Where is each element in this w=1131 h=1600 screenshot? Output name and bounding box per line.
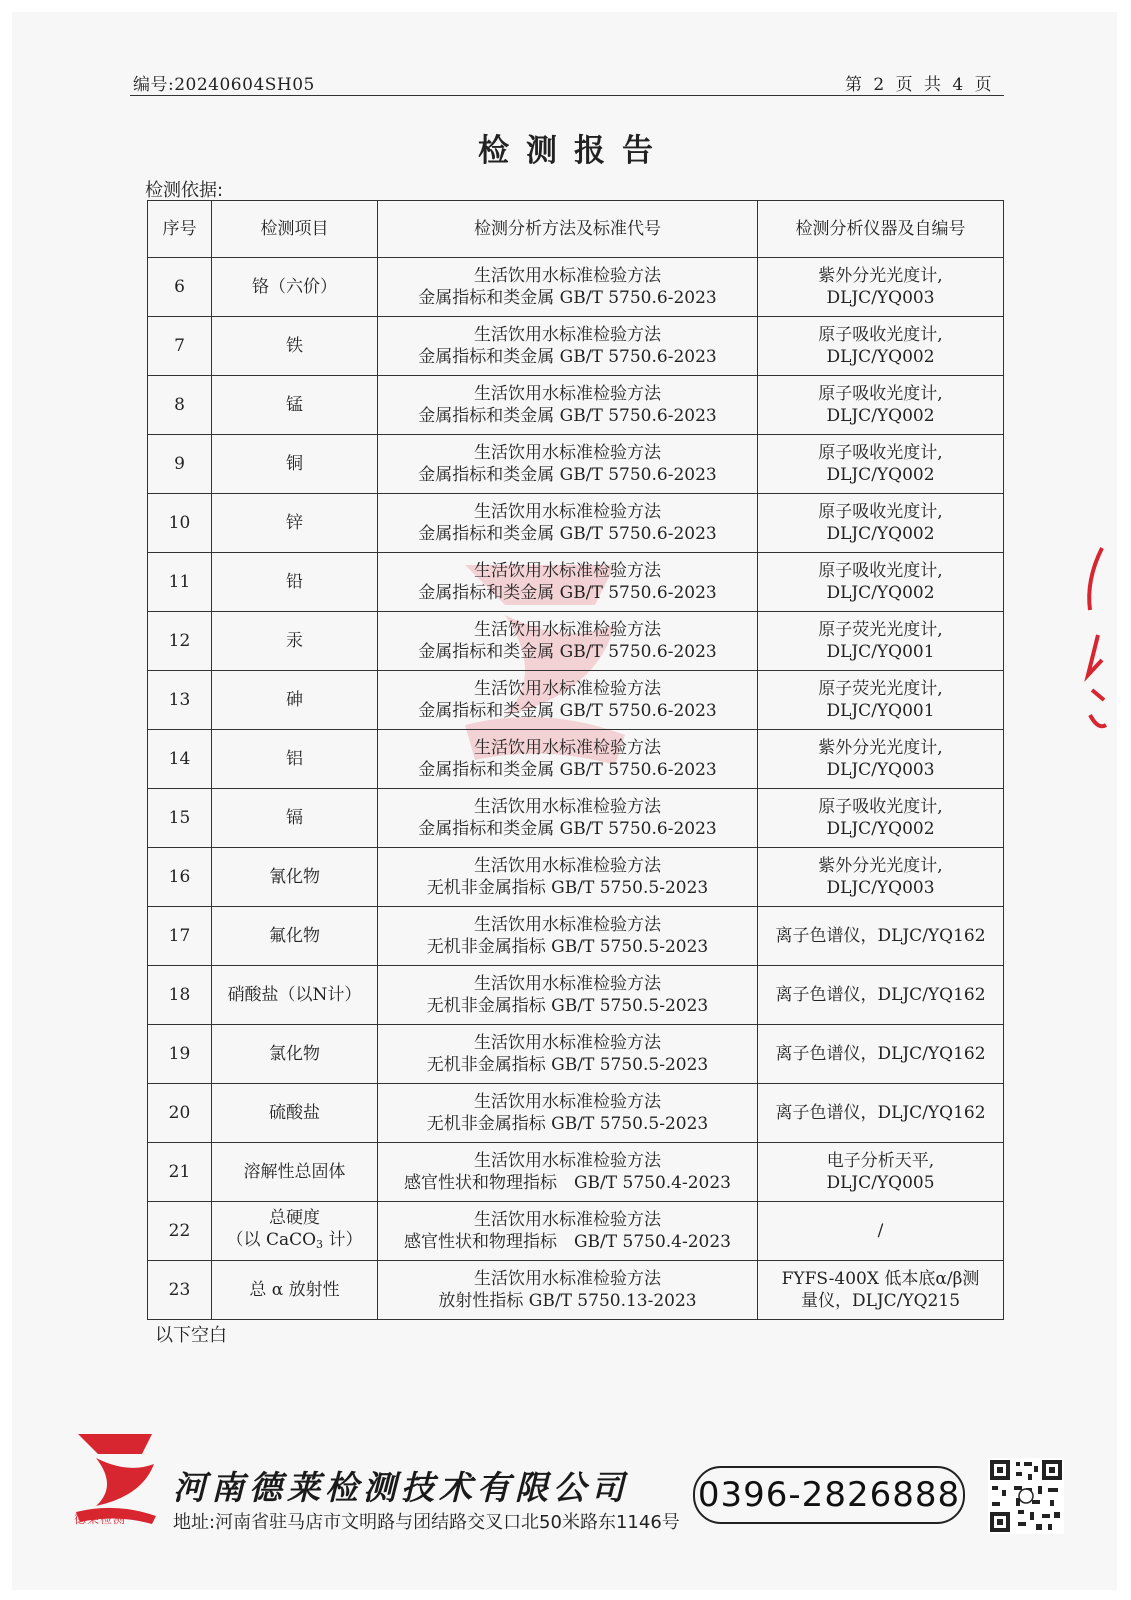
- table-row: [148, 907, 1004, 966]
- row-instrument: [758, 789, 1004, 848]
- test-item-label: 汞: [286, 631, 303, 651]
- method-title: 生活饮用水标准检验方法: [474, 1151, 661, 1171]
- instrument-name: 原子吸收光度计,: [818, 325, 943, 345]
- instrument-name: 离子色谱仪，DLJC/YQ162: [775, 985, 986, 1005]
- instrument-id: 量仪，DLJC/YQ215: [800, 1291, 961, 1311]
- instrument-name: /: [877, 1221, 884, 1241]
- instrument-id: DLJC/YQ005: [826, 1173, 935, 1193]
- method-standard-code: 无机非金属指标 GB/T 5750.5-2023: [426, 878, 709, 898]
- row-test-item: [212, 966, 378, 1025]
- company-name: 河南德莱检测技术有限公司: [173, 1468, 629, 1507]
- header-cell-item: 检测项目: [212, 201, 378, 258]
- row-test-item: [212, 1202, 378, 1261]
- row-instrument: [758, 1084, 1004, 1143]
- row-number: 17: [148, 907, 212, 966]
- test-item-label: 硝酸盐（以N计）: [227, 985, 362, 1005]
- instrument-id: DLJC/YQ001: [826, 701, 935, 721]
- report-number: 编号:20240604SH05: [133, 75, 315, 95]
- method-title: 生活饮用水标准检验方法: [474, 856, 661, 876]
- table-row: [148, 494, 1004, 553]
- method-title: 生活饮用水标准检验方法: [474, 797, 661, 817]
- header-cell-number: 序号: [148, 201, 212, 258]
- test-item-label: 氯化物: [269, 1044, 320, 1064]
- seal-stamp-fragment-icon: [1080, 540, 1110, 740]
- test-item-label: 铁: [286, 336, 303, 356]
- test-item-qualifier: （以 CaCO: [226, 1229, 317, 1250]
- method-standard-code: 放射性指标 GB/T 5750.13-2023: [438, 1291, 697, 1311]
- method-standard-code: 金属指标和类金属 GB/T 5750.6-2023: [418, 288, 717, 308]
- method-title: 生活饮用水标准检验方法: [474, 620, 661, 640]
- method-title: 生活饮用水标准检验方法: [474, 738, 661, 758]
- basis-label: 检测依据:: [145, 180, 224, 201]
- row-instrument: [758, 435, 1004, 494]
- method-standard-code: 感官性状和物理指标 GB/T 5750.4-2023: [403, 1232, 732, 1252]
- row-method: [378, 317, 758, 376]
- instrument-id: DLJC/YQ002: [826, 524, 935, 544]
- table-row: [148, 730, 1004, 789]
- method-title: 生活饮用水标准检验方法: [474, 974, 661, 994]
- row-number: 14: [148, 730, 212, 789]
- row-method: [378, 1261, 758, 1320]
- row-instrument: [758, 376, 1004, 435]
- table-row: [148, 258, 1004, 317]
- company-address: 地址:河南省驻马店市文明路与团结路交叉口北50米路东1146号: [173, 1512, 680, 1533]
- method-standard-code: 无机非金属指标 GB/T 5750.5-2023: [426, 937, 709, 957]
- test-basis-table: [147, 200, 1004, 1320]
- subscript-digit: 3: [316, 1237, 324, 1251]
- method-standard-code: 金属指标和类金属 GB/T 5750.6-2023: [418, 524, 717, 544]
- table-row: [148, 848, 1004, 907]
- instrument-name: 紫外分光光度计,: [818, 856, 943, 876]
- instrument-name: 原子荧光光度计,: [818, 679, 943, 699]
- row-method: [378, 435, 758, 494]
- row-test-item: [212, 258, 378, 317]
- logo-caption: 德莱检测: [74, 1512, 127, 1526]
- table-header-row: [148, 201, 1004, 258]
- row-test-item: [212, 907, 378, 966]
- row-method: [378, 376, 758, 435]
- row-test-item: [212, 612, 378, 671]
- row-number: 12: [148, 612, 212, 671]
- row-method: [378, 258, 758, 317]
- table-row: [148, 553, 1004, 612]
- row-instrument: [758, 494, 1004, 553]
- instrument-id: DLJC/YQ003: [826, 288, 935, 308]
- method-standard-code: 无机非金属指标 GB/T 5750.5-2023: [426, 1055, 709, 1075]
- instrument-name: 原子吸收光度计,: [818, 502, 943, 522]
- row-method: [378, 1025, 758, 1084]
- table-row: [148, 1025, 1004, 1084]
- row-method: [378, 612, 758, 671]
- method-title: 生活饮用水标准检验方法: [474, 1210, 661, 1230]
- method-standard-code: 金属指标和类金属 GB/T 5750.6-2023: [418, 347, 717, 367]
- table-row: [148, 671, 1004, 730]
- instrument-id: DLJC/YQ002: [826, 819, 935, 839]
- test-item-label: 氰化物: [269, 867, 320, 887]
- row-method: [378, 966, 758, 1025]
- method-title: 生活饮用水标准检验方法: [474, 443, 661, 463]
- row-test-item: [212, 789, 378, 848]
- method-title: 生活饮用水标准检验方法: [474, 266, 661, 286]
- row-method: [378, 671, 758, 730]
- row-test-item: [212, 730, 378, 789]
- row-number: 9: [148, 435, 212, 494]
- table-row: [148, 435, 1004, 494]
- test-item-label: 溶解性总固体: [243, 1162, 346, 1182]
- row-instrument: [758, 1202, 1004, 1261]
- method-standard-code: 金属指标和类金属 GB/T 5750.6-2023: [418, 642, 717, 662]
- page-info: 第 2 页 共 4 页: [845, 75, 993, 95]
- test-item-label: 铜: [286, 454, 303, 474]
- instrument-name: 电子分析天平,: [826, 1151, 935, 1171]
- method-standard-code: 无机非金属指标 GB/T 5750.5-2023: [426, 996, 709, 1016]
- test-item-label: 总硬度: [269, 1207, 320, 1228]
- row-method: [378, 789, 758, 848]
- test-item-label: 锌: [286, 513, 303, 533]
- page-title: 检测报告: [478, 133, 670, 169]
- row-test-item: [212, 376, 378, 435]
- row-number: 23: [148, 1261, 212, 1320]
- row-number: 22: [148, 1202, 212, 1261]
- phone-number: 0396-2826888: [693, 1466, 965, 1524]
- row-method: [378, 1143, 758, 1202]
- row-method: [378, 730, 758, 789]
- row-instrument: [758, 1261, 1004, 1320]
- table-row: [148, 1143, 1004, 1202]
- row-instrument: [758, 553, 1004, 612]
- test-item-label: 总 α 放射性: [249, 1280, 340, 1300]
- instrument-name: 原子荧光光度计,: [818, 620, 943, 640]
- row-method: [378, 1202, 758, 1261]
- header-cell-instrument: 检测分析仪器及自编号: [758, 201, 1004, 258]
- row-test-item: [212, 1143, 378, 1202]
- table-row: [148, 1202, 1004, 1261]
- test-item-label: 铅: [286, 572, 303, 592]
- table-row: [148, 376, 1004, 435]
- row-test-item: [212, 1084, 378, 1143]
- method-standard-code: 感官性状和物理指标 GB/T 5750.4-2023: [403, 1173, 732, 1193]
- instrument-name: 原子吸收光度计,: [818, 443, 943, 463]
- instrument-id: DLJC/YQ003: [826, 760, 935, 780]
- row-number: 16: [148, 848, 212, 907]
- instrument-id: DLJC/YQ002: [826, 347, 935, 367]
- instrument-name: 离子色谱仪，DLJC/YQ162: [775, 1103, 986, 1123]
- row-number: 19: [148, 1025, 212, 1084]
- row-number: 13: [148, 671, 212, 730]
- table-row: [148, 1084, 1004, 1143]
- method-standard-code: 无机非金属指标 GB/T 5750.5-2023: [426, 1114, 709, 1134]
- row-test-item: [212, 671, 378, 730]
- row-method: [378, 494, 758, 553]
- row-number: 18: [148, 966, 212, 1025]
- method-title: 生活饮用水标准检验方法: [474, 325, 661, 345]
- instrument-id: DLJC/YQ002: [826, 465, 935, 485]
- method-standard-code: 金属指标和类金属 GB/T 5750.6-2023: [418, 406, 717, 426]
- row-test-item: [212, 1025, 378, 1084]
- method-standard-code: 金属指标和类金属 GB/T 5750.6-2023: [418, 760, 717, 780]
- row-instrument: [758, 730, 1004, 789]
- row-method: [378, 553, 758, 612]
- row-test-item: [212, 435, 378, 494]
- method-standard-code: 金属指标和类金属 GB/T 5750.6-2023: [418, 583, 717, 603]
- blank-below-note: 以下空白: [155, 1325, 227, 1346]
- row-number: 7: [148, 317, 212, 376]
- table-row: [148, 966, 1004, 1025]
- row-number: 15: [148, 789, 212, 848]
- instrument-name: 离子色谱仪，DLJC/YQ162: [775, 1044, 986, 1064]
- instrument-id: DLJC/YQ003: [826, 878, 935, 898]
- row-number: 20: [148, 1084, 212, 1143]
- row-method: [378, 907, 758, 966]
- instrument-name: 离子色谱仪，DLJC/YQ162: [775, 926, 986, 946]
- method-title: 生活饮用水标准检验方法: [474, 561, 661, 581]
- row-number: 11: [148, 553, 212, 612]
- test-item-label: 氟化物: [269, 926, 320, 946]
- instrument-name: 原子吸收光度计,: [818, 384, 943, 404]
- row-number: 10: [148, 494, 212, 553]
- row-method: [378, 1084, 758, 1143]
- row-instrument: [758, 1143, 1004, 1202]
- test-item-label: 镉: [286, 808, 303, 828]
- row-test-item: [212, 848, 378, 907]
- row-instrument: [758, 907, 1004, 966]
- row-number: 21: [148, 1143, 212, 1202]
- row-instrument: [758, 848, 1004, 907]
- row-test-item: [212, 317, 378, 376]
- instrument-name: 紫外分光光度计,: [818, 266, 943, 286]
- table-row: [148, 612, 1004, 671]
- instrument-name: 原子吸收光度计,: [818, 561, 943, 581]
- method-title: 生活饮用水标准检验方法: [474, 502, 661, 522]
- method-title: 生活饮用水标准检验方法: [474, 1092, 661, 1112]
- method-title: 生活饮用水标准检验方法: [474, 384, 661, 404]
- method-standard-code: 金属指标和类金属 GB/T 5750.6-2023: [418, 819, 717, 839]
- row-number: 8: [148, 376, 212, 435]
- row-instrument: [758, 317, 1004, 376]
- test-item-label: 铝: [286, 749, 303, 769]
- method-title: 生活饮用水标准检验方法: [474, 915, 661, 935]
- instrument-name: 紫外分光光度计,: [818, 738, 943, 758]
- instrument-name: FYFS-400X 低本底α/β测: [781, 1269, 980, 1289]
- method-title: 生活饮用水标准检验方法: [474, 1269, 661, 1289]
- table-row: [148, 789, 1004, 848]
- row-instrument: [758, 966, 1004, 1025]
- row-instrument: [758, 671, 1004, 730]
- instrument-id: DLJC/YQ001: [826, 642, 935, 662]
- row-test-item: [212, 494, 378, 553]
- header-cell-method: 检测分析方法及标准代号: [378, 201, 758, 258]
- instrument-id: DLJC/YQ002: [826, 583, 935, 603]
- test-item-qualifier-suffix: 计）: [323, 1229, 363, 1250]
- row-instrument: [758, 258, 1004, 317]
- method-standard-code: 金属指标和类金属 GB/T 5750.6-2023: [418, 465, 717, 485]
- row-method: [378, 848, 758, 907]
- row-number: 6: [148, 258, 212, 317]
- row-instrument: [758, 612, 1004, 671]
- instrument-name: 原子吸收光度计,: [818, 797, 943, 817]
- qr-code-icon: [988, 1458, 1064, 1534]
- header-divider: [130, 95, 1004, 96]
- test-item-label: 铬（六价）: [252, 277, 337, 297]
- table-row: [148, 317, 1004, 376]
- method-title: 生活饮用水标准检验方法: [474, 679, 661, 699]
- row-test-item: [212, 1261, 378, 1320]
- row-instrument: [758, 1025, 1004, 1084]
- test-item-label: 锰: [286, 395, 303, 415]
- test-item-label: 砷: [286, 690, 303, 710]
- table-row: [148, 1261, 1004, 1320]
- instrument-id: DLJC/YQ002: [826, 406, 935, 426]
- method-standard-code: 金属指标和类金属 GB/T 5750.6-2023: [418, 701, 717, 721]
- test-item-label: 硫酸盐: [269, 1103, 320, 1123]
- row-test-item: [212, 553, 378, 612]
- method-title: 生活饮用水标准检验方法: [474, 1033, 661, 1053]
